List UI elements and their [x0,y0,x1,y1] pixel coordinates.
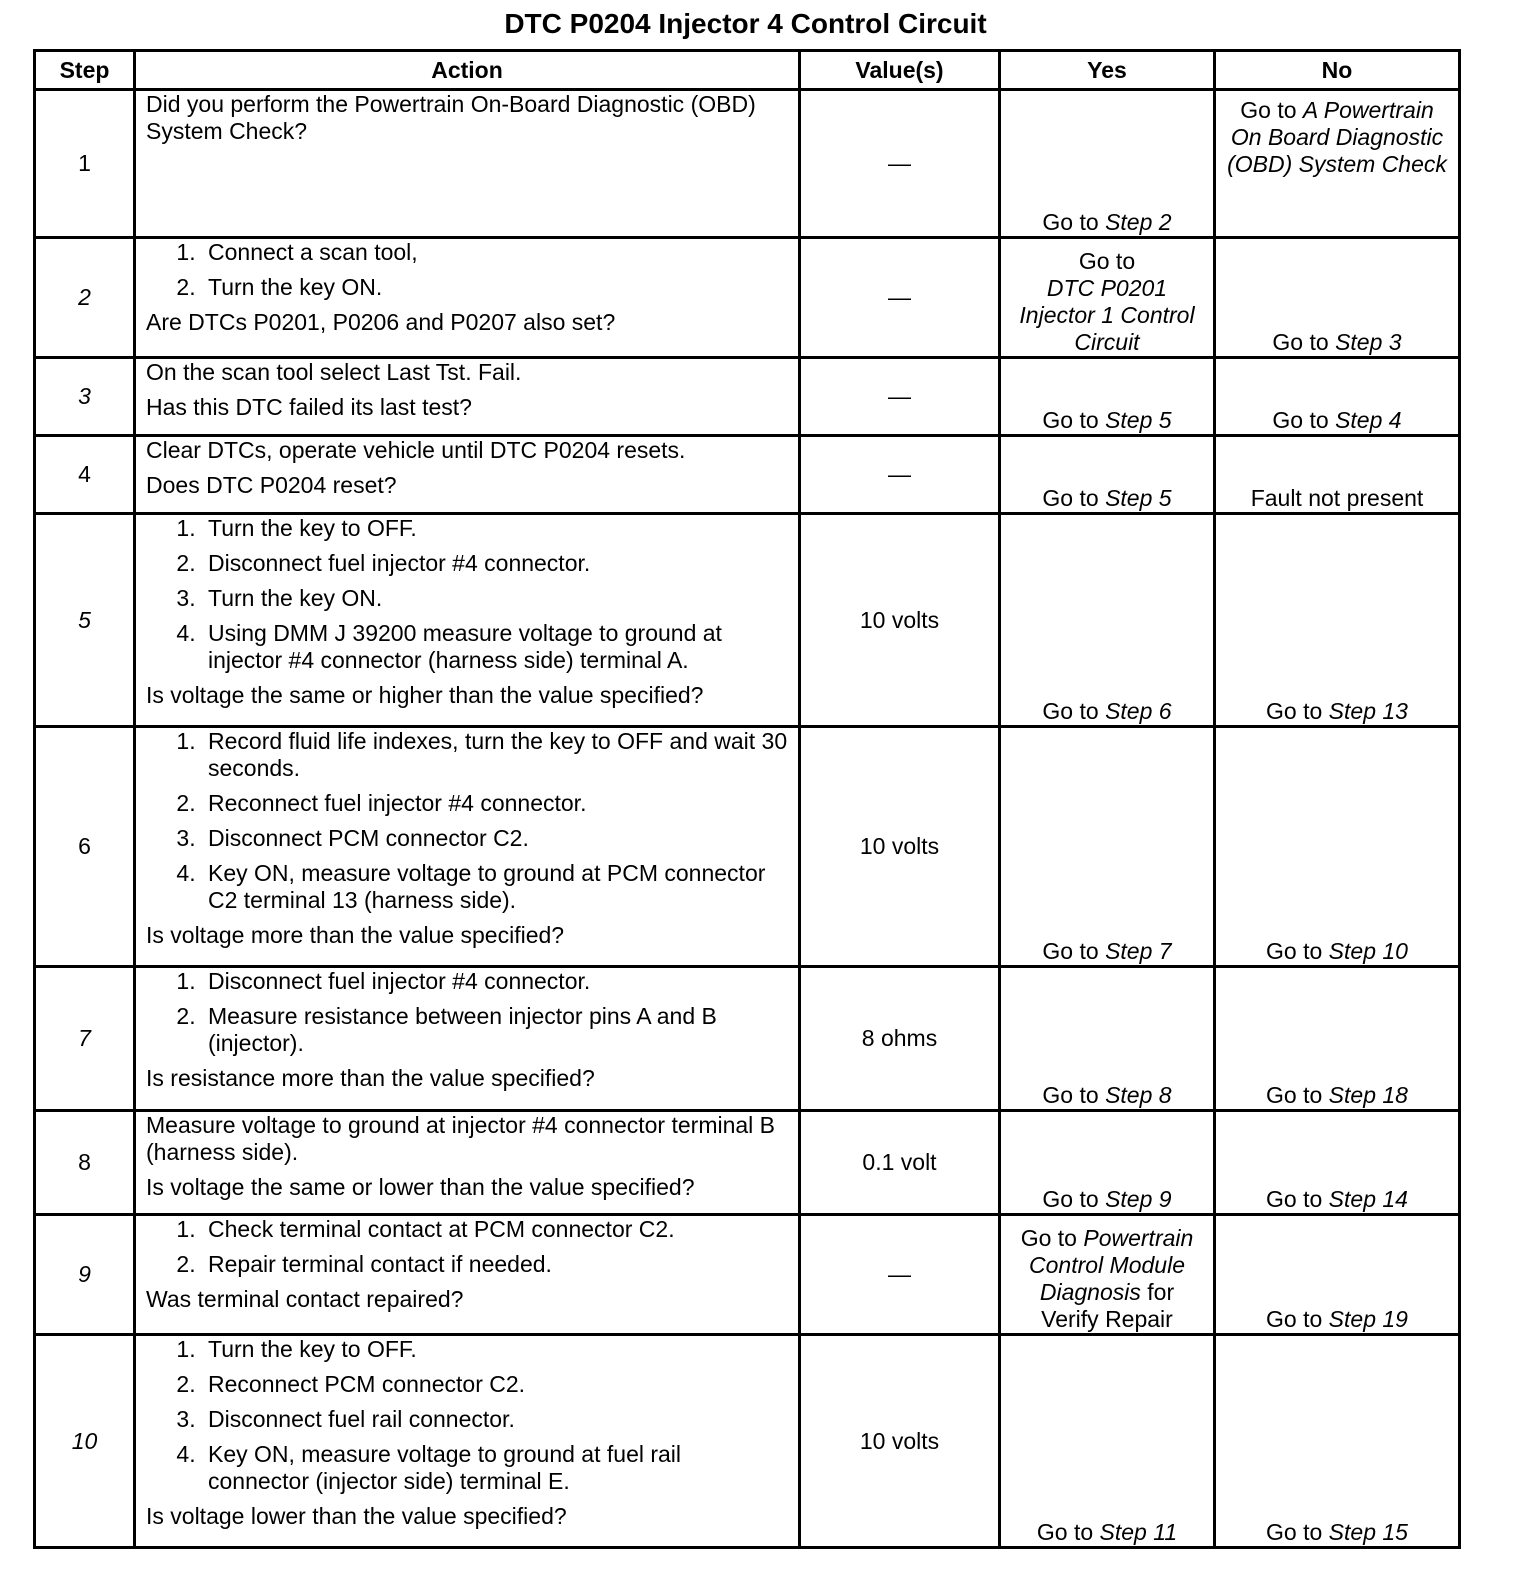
action-text: Did you perform the Powertrain On-Board Diagnostic (OBD) System Check? [146,91,756,144]
no-link[interactable]: Step 15 [1328,1519,1408,1545]
action-cell [135,1111,800,1215]
yes-prefix: Go to [1042,209,1106,235]
yes-link[interactable]: Step 5 [1105,407,1172,433]
action-text: On the scan tool select Last Tst. Fail. [146,359,522,385]
action-steps [146,1216,788,1278]
header-row [35,51,1460,90]
action-step: 1. Record fluid life indexes, turn the key to OFF and wait 30 seconds. [202,728,788,782]
action-step: 2. Measure resistance between injector pins A and B (injector). [202,1003,788,1057]
no-cell [1215,436,1460,514]
header-yes: Yes [1000,51,1215,90]
yes-cell [1000,90,1215,238]
yes-link[interactable]: Step 11 [1099,1519,1178,1545]
value-cell: — [800,238,1000,358]
action-steps [146,239,788,301]
action-step: 1. Turn the key to OFF. [202,1336,788,1363]
step-number: 9 [35,1215,135,1335]
action-step: 2. Reconnect PCM connector C2. [202,1371,788,1398]
yes-prefix: Go to [1042,1186,1106,1212]
no-link[interactable]: Step 18 [1328,1082,1408,1108]
header-values: Value(s) [800,51,1000,90]
action-question: Does DTC P0204 reset? [146,472,397,498]
step-number: 8 [35,1111,135,1215]
action-cell [135,90,800,238]
yes-prefix: Go to [1042,938,1106,964]
step-number: 3 [35,358,135,436]
yes-link[interactable]: Step 6 [1105,698,1172,724]
action-question: Has this DTC failed its last test? [146,394,472,420]
no-link[interactable]: Step 19 [1328,1306,1408,1332]
no-link[interactable]: Step 4 [1335,407,1402,433]
action-step: 3. Disconnect fuel rail connector. [202,1406,788,1433]
action-step: 1. Connect a scan tool, [202,239,788,266]
no-prefix: Go to [1272,407,1336,433]
table-row-step-8 [35,1111,1460,1215]
action-question: Was terminal contact repaired? [146,1286,464,1312]
action-step: 2. Turn the key ON. [202,274,788,301]
yes-link[interactable]: Step 5 [1105,485,1172,511]
yes-link[interactable]: Step 9 [1105,1186,1172,1212]
table-row-step-9 [35,1215,1460,1335]
no-cell [1215,727,1460,967]
action-question: Is voltage lower than the value specified? [146,1503,567,1529]
table-row-step-4 [35,436,1460,514]
no-link[interactable]: Step 3 [1335,329,1402,355]
yes-cell [1000,727,1215,967]
no-link[interactable]: Step 14 [1328,1186,1408,1212]
table-row-step-7 [35,967,1460,1111]
action-cell [135,967,800,1111]
action-step: 1. Turn the key to OFF. [202,515,788,542]
action-cell [135,1215,800,1335]
no-prefix: Go to [1272,329,1336,355]
action-cell [135,358,800,436]
action-question: Is resistance more than the value specified? [146,1065,595,1091]
yes-prefix: Go to [1042,1082,1106,1108]
yes-prefix: Go to [1036,1519,1100,1545]
action-step: 2. Repair terminal contact if needed. [202,1251,788,1278]
action-step: 3. Disconnect PCM connector C2. [202,825,788,852]
action-question: Is voltage more than the value specified? [146,922,565,948]
no-link[interactable]: Step 10 [1328,938,1408,964]
yes-prefix: Go to [1042,485,1106,511]
action-cell [135,514,800,727]
no-cell [1215,358,1460,436]
step-number: 2 [35,238,135,358]
action-step: 4. Key ON, measure voltage to ground at fuel rail connector (injector side) terminal E. [202,1441,788,1495]
action-question: Is voltage the same or lower than the value specified? [146,1174,695,1200]
step-number: 5 [35,514,135,727]
action-step: 2. Disconnect fuel injector #4 connector. [202,550,788,577]
action-cell [135,1335,800,1548]
action-step: 4. Key ON, measure voltage to ground at PCM connector C2 terminal 13 (harness side). [202,860,788,914]
table-row-step-3 [35,358,1460,436]
action-step: 1. Disconnect fuel injector #4 connector. [202,968,788,995]
action-question: Are DTCs P0201, P0206 and P0207 also set? [146,309,616,335]
yes-suffix: for Verify Repair [1041,1279,1175,1332]
value-cell: — [800,436,1000,514]
yes-prefix: Go to [1042,698,1106,724]
yes-cell [1000,1215,1215,1335]
yes-link[interactable]: Step 2 [1105,209,1172,235]
yes-cell [1000,967,1215,1111]
header-action: Action [135,51,800,90]
value-cell: 8 ohms [800,967,1000,1111]
no-link[interactable]: Step 13 [1328,698,1408,724]
action-text: Clear DTCs, operate vehicle until DTC P0204 resets. [146,437,686,463]
step-number: 1 [35,90,135,238]
step-number: 7 [35,967,135,1111]
action-steps [146,968,788,1057]
step-number: 6 [35,727,135,967]
value-cell: — [800,358,1000,436]
table-row-step-6 [35,727,1460,967]
yes-link[interactable]: Powertrain Control Module Diagnosis [1029,1225,1194,1305]
no-prefix: Go to [1266,1306,1329,1332]
step-number: 4 [35,436,135,514]
value-cell: — [800,90,1000,238]
value-cell: 0.1 volt [800,1111,1000,1215]
header-no: No [1215,51,1460,90]
no-cell [1215,90,1460,238]
no-text: Fault not present [1250,485,1424,511]
action-step: 4. Using DMM J 39200 measure voltage to ground at injector #4 connector (harness side) terminal A. [202,620,788,674]
action-text: Measure voltage to ground at injector #4 connector terminal B (harness side). [146,1112,776,1165]
no-prefix: Go to [1266,1186,1329,1212]
action-question: Is voltage the same or higher than the value specified? [146,682,704,708]
no-prefix: Go to [1266,1519,1329,1545]
yes-cell [1000,238,1215,358]
action-steps [146,728,788,914]
no-cell [1215,514,1460,727]
no-cell [1215,967,1460,1111]
no-cell [1215,1335,1460,1548]
no-cell [1215,1111,1460,1215]
no-prefix: Go to [1240,97,1303,123]
yes-cell [1000,358,1215,436]
no-prefix: Go to [1266,698,1329,724]
action-step: 3. Turn the key ON. [202,585,788,612]
header-step: Step [35,51,135,90]
value-cell: 10 volts [800,514,1000,727]
no-link[interactable]: A Powertrain On Board Diagnostic (OBD) System Check [1227,97,1447,177]
yes-link[interactable]: Step 7 [1105,938,1172,964]
yes-prefix: Go to [1020,1225,1084,1251]
action-cell [135,727,800,967]
value-cell: — [800,1215,1000,1335]
table-row-step-1 [35,90,1460,238]
no-cell [1215,1215,1460,1335]
action-steps [146,1336,788,1495]
yes-link[interactable]: Step 8 [1105,1082,1172,1108]
yes-link[interactable]: DTC P0201 Injector 1 Control Circuit [1019,275,1195,355]
action-step: 1. Check terminal contact at PCM connector C2. [202,1216,788,1243]
yes-cell [1000,1111,1215,1215]
document-title: DTC P0204 Injector 4 Control Circuit [504,8,987,39]
yes-cell [1000,436,1215,514]
yes-cell [1000,514,1215,727]
yes-cell [1000,1335,1215,1548]
value-cell: 10 volts [800,727,1000,967]
value-cell: 10 volts [800,1335,1000,1548]
action-cell [135,436,800,514]
no-cell [1215,238,1460,358]
yes-prefix: Go to [1042,407,1106,433]
yes-prefix: Go to [1078,248,1136,274]
table-row-step-10 [35,1335,1460,1548]
diagnostic-table [33,49,1461,1549]
action-cell [135,238,800,358]
no-prefix: Go to [1266,938,1329,964]
action-steps [146,515,788,674]
table-row-step-5 [35,514,1460,727]
step-number: 10 [35,1335,135,1548]
action-step: 2. Reconnect fuel injector #4 connector. [202,790,788,817]
table-row-step-2 [35,238,1460,358]
no-prefix: Go to [1266,1082,1329,1108]
